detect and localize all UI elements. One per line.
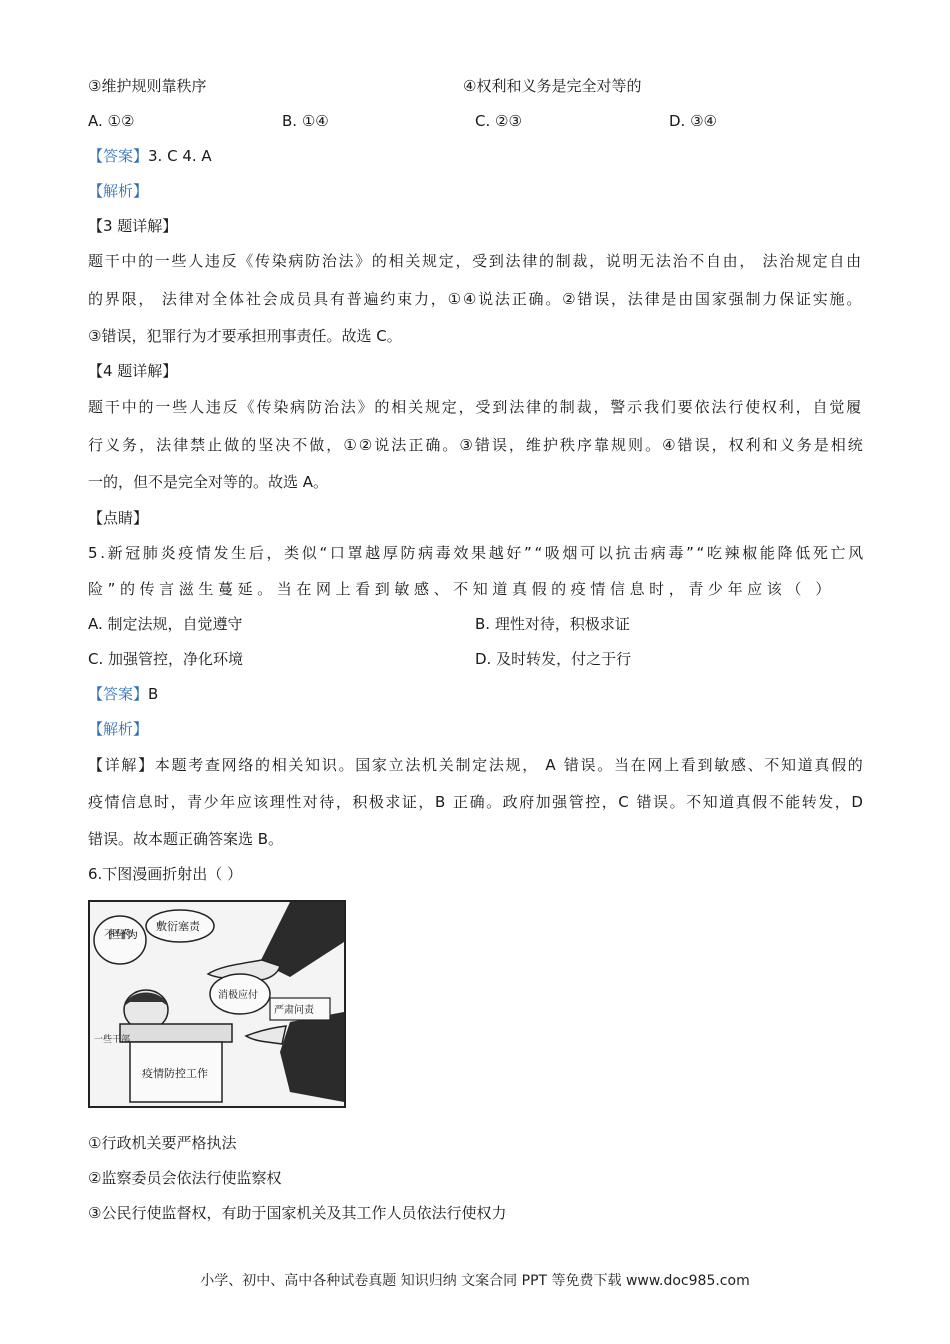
- bubble-1-line-1: 不担当不作为: [104, 928, 138, 941]
- side-label: 一些干部: [94, 1035, 131, 1045]
- q5-answer-value: B: [148, 685, 159, 703]
- desk-text: 疫情防控工作: [142, 1067, 208, 1080]
- bubble-3-text: 消极应付: [218, 990, 258, 1001]
- q6-option-3: ③公民行使监督权，有助于国家机关及其工作人员依法行使权力: [88, 1204, 507, 1222]
- choice-d: D. ③④: [669, 112, 717, 130]
- q3-detail-line-3: ③错误，犯罪行为才要承担刑事责任。故选 C。: [88, 327, 402, 345]
- choice-c: C. ②③: [475, 112, 522, 130]
- q5-analysis-label: 【解析】: [88, 720, 149, 738]
- choice-b: B. ①④: [282, 112, 329, 130]
- q5-choice-b: B. 理性对待，积极求证: [475, 615, 630, 633]
- q5-detail-line-1: 【详解】本题考查网络的相关知识。国家立法机关制定法规， A 错误。当在网上看到敏感、不知道真假的: [88, 756, 865, 774]
- q5-answer-label: 【答案】: [88, 685, 149, 703]
- answer-line: [88, 146, 212, 166]
- q5-answer-line: [88, 684, 158, 704]
- q5-detail-line-2: 疫情信息时，青少年应该理性对待，积极求证，B 正确。政府加强管控，C 错误。不知道真假不能转发，D: [88, 793, 865, 811]
- q5-stem-line-2: 险”的传言滋生蔓延。当在网上看到敏感、不知道真假的疫情信息时，青少年应该（ ）: [88, 580, 835, 598]
- q4-detail-label: 【4 题详解】: [88, 362, 178, 380]
- option-3: ③维护规则靠秩序: [88, 77, 207, 95]
- q5-detail-line-3: 错误。故本题正确答案选 B。: [88, 830, 284, 848]
- page-footer: 小学、初中、高中各种试卷真题 知识归纳 文案合同 PPT 等免费下载 www.doc985.com: [200, 1273, 750, 1289]
- q4-detail-line-1: 题干中的一些人违反《传染病防治法》的相关规定，受到法律的制裁，警示我们要依法行使权利，自觉履: [88, 398, 864, 416]
- desk-top: [120, 1024, 232, 1042]
- dianjing-label: 【点睛】: [88, 509, 149, 527]
- option-4: ④权利和义务是完全对等的: [463, 77, 642, 95]
- q6-option-1: ①行政机关要严格执法: [88, 1134, 237, 1152]
- q5-stem-line-1: 5.新冠肺炎疫情发生后，类似“口罩越厚防病毒效果越好”“吸烟可以抗击病毒”“吃辣椒能降低死亡风: [88, 544, 866, 562]
- answer-label: 【答案】: [88, 147, 149, 165]
- q6-stem: 6.下图漫画折射出（ ）: [88, 865, 243, 883]
- q3-detail-line-2: 的界限， 法律对全体社会成员具有普遍约束力，①④说法正确。②错误，法律是由国家强制力保证实施。: [88, 290, 864, 308]
- q5-choice-d: D. 及时转发，付之于行: [475, 650, 632, 668]
- q4-detail-line-2: 行义务，法律禁止做的坚决不做，①②说法正确。③错误，维护秩序靠规则。④错误，权利和义务是相统: [88, 436, 865, 454]
- q5-choice-c: C. 加强管控，净化环境: [88, 650, 244, 668]
- q5-choice-a: A. 制定法规，自觉遵守: [88, 615, 243, 633]
- bubble-2-text: 敷衍塞责: [156, 920, 200, 933]
- cartoon-image: [88, 900, 346, 1108]
- q4-detail-line-3: 一的，但不是完全对等的。故选 A。: [88, 473, 329, 491]
- analysis-label: 【解析】: [88, 182, 149, 200]
- q6-option-2: ②监察委员会依法行使监察权: [88, 1169, 282, 1187]
- cartoon-drawing: [90, 902, 344, 1106]
- q3-detail-label: 【3 题详解】: [88, 217, 178, 235]
- answer-value: 3. C 4. A: [148, 147, 212, 165]
- lower-sleeve: [280, 1012, 344, 1102]
- q3-detail-line-1: 题干中的一些人违反《传染病防治法》的相关规定，受到法律的制裁，说明无法治不自由， 法治规定自由: [88, 252, 863, 270]
- sign-text: 严肃问责: [274, 1005, 314, 1016]
- choice-a: A. ①②: [88, 112, 135, 130]
